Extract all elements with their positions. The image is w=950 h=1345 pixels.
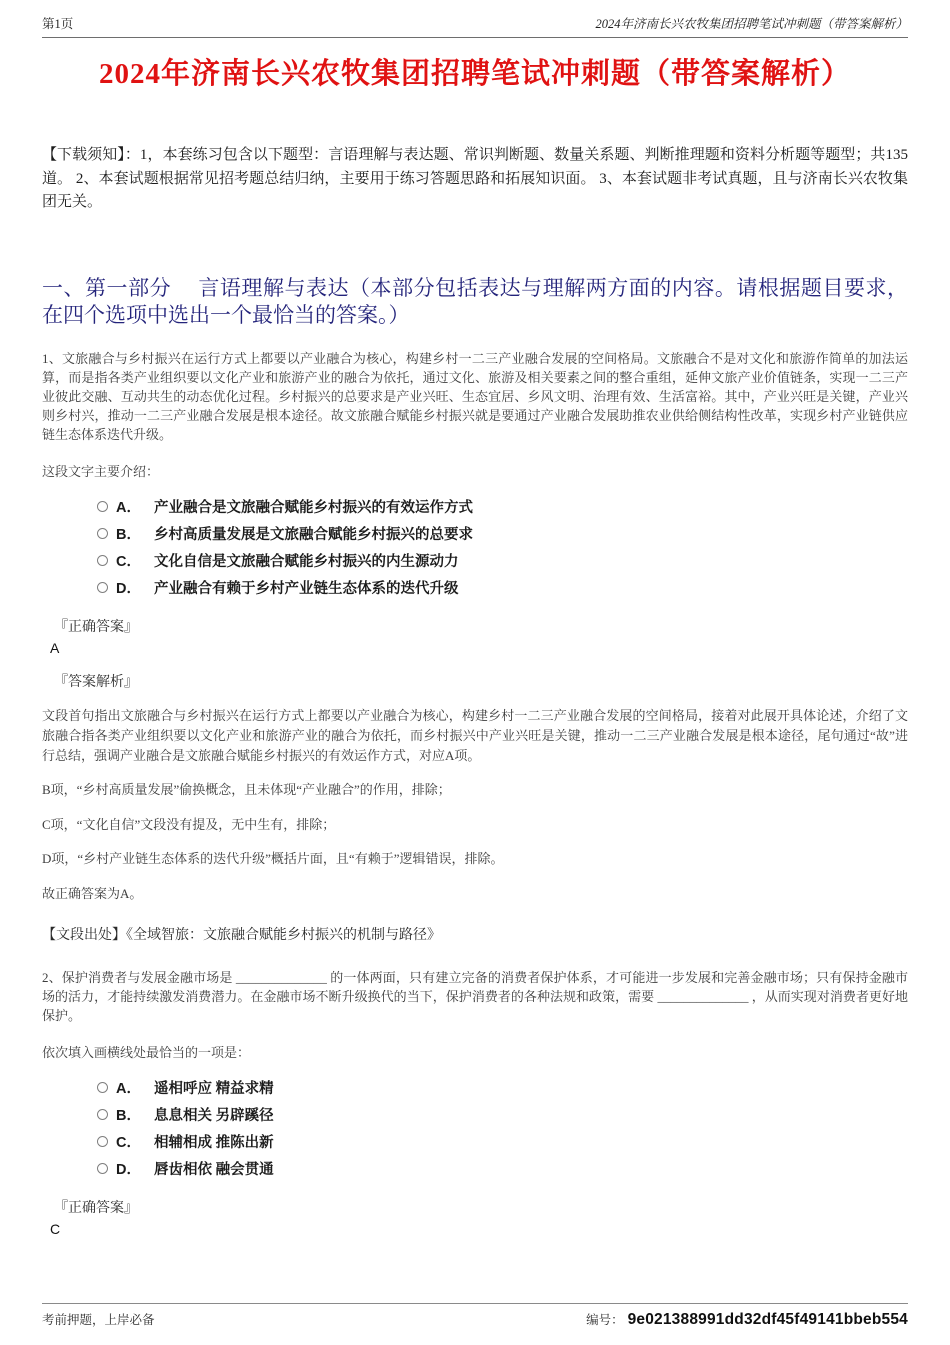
radio-button-icon[interactable] (97, 1109, 108, 1120)
section-heading: 一、第一部分 言语理解与表达（本部分包括表达与理解两方面的内容。请根据题目要求，在四个选项中选出一个最恰当的答案。） (42, 275, 908, 327)
analysis-paragraph: D项，“乡村产业链生态体系的迭代升级”概括片面，且“有赖于”逻辑错误，排除。 (42, 851, 504, 866)
analysis-paragraph: 文段首句指出文旅融合与乡村振兴在运行方式上都要以产业融合为核心，构建乡村一二三产业融合发展的空间格局，接着对此展开具体论述，介绍了文旅融合指各类产业组织要以文化产业和旅游产业的融合为依托，而乡村振兴中产业兴旺是关键，推动一二三产业融合发展是根本途径，尾句通过“故”进行总结，强调产业融合是文旅融合赋能乡村振兴的有效运作方式，对应A项。 (42, 707, 908, 763)
option-letter: B． (116, 526, 141, 543)
option-row-d[interactable] (97, 574, 908, 601)
code-label: 编号： (586, 1313, 624, 1327)
analysis-paragraph: B项，“乡村高质量发展”偷换概念，且未体现“产业融合”的作用，排除； (42, 782, 451, 797)
option-row-c[interactable] (97, 547, 908, 574)
analysis-label: 『答案解析』 (54, 674, 138, 690)
option-text: 相辅相成 推陈出新 (154, 1134, 274, 1151)
option-text: 遥相呼应 精益求精 (154, 1080, 274, 1097)
option-letter: B． (116, 1107, 141, 1124)
option-row-b[interactable] (97, 520, 908, 547)
radio-button-icon[interactable] (97, 582, 108, 593)
option-letter: D． (116, 1161, 141, 1178)
footer-slogan: 考前押题，上岸必备 (42, 1313, 155, 1327)
option-row-c[interactable] (97, 1128, 908, 1155)
options-list (42, 493, 908, 601)
radio-button-icon[interactable] (97, 1136, 108, 1147)
option-letter: A． (116, 499, 141, 516)
radio-button-icon[interactable] (97, 528, 108, 539)
radio-button-icon[interactable] (97, 1163, 108, 1174)
question-prompt: 这段文字主要介绍： (42, 463, 160, 479)
correct-answer-value: C (50, 1220, 61, 1237)
option-row-d[interactable] (97, 1155, 908, 1182)
code-value: 9e021388991dd32df45f49141bbeb554 (627, 1311, 908, 1328)
header-page-number: 第1页 (42, 17, 74, 31)
radio-button-icon[interactable] (97, 1082, 108, 1093)
correct-answer-value: A (50, 639, 60, 656)
question-block-1 (42, 349, 908, 944)
page-title: 2024年济南长兴农牧集团招聘笔试冲刺题（带答案解析） (98, 58, 851, 90)
option-letter: C． (116, 1134, 141, 1151)
question-stem: 1、文旅融合与乡村振兴在运行方式上都要以产业融合为核心，构建乡村一二三产业融合发展的空间格局。文旅融合不是对文化和旅游作简单的加法运算，而是指各类产业组织要以文化产业和旅游产业的融合为依托，通过文化、旅游及相关要素之间的整合重组，延伸文旅产业价值链条，实现一二三产业彼此交融、互动共生的动态优化过程。乡村振兴的总要求是产业兴旺、生态宜居、乡风文明、治理有效、生活富裕。其中，产业兴旺是关键，产业兴则乡村兴，推动一二三产业融合发展是根本途径。故文旅融合赋能乡村振兴就是要通过产业融合发展助推农业供给侧结构性改革，实现乡村产业链供应链生态体系迭代升级。 (42, 350, 908, 442)
option-letter: C． (116, 553, 141, 570)
question-prompt: 依次填入画横线处最恰当的一项是： (42, 1044, 251, 1060)
option-letter: D． (116, 580, 141, 597)
page-header (42, 14, 908, 38)
analysis-paragraph: C项，“文化自信”文段没有提及，无中生有，排除； (42, 816, 336, 832)
option-text: 息息相关 另辟蹊径 (154, 1107, 274, 1124)
page-footer (42, 1303, 908, 1329)
option-text: 唇齿相依 融会贯通 (154, 1161, 274, 1178)
option-text: 产业融合是文旅融合赋能乡村振兴的有效运作方式 (154, 499, 473, 516)
download-notice: 【下载须知】：1，本套练习包含以下题型：言语理解与表达题、常识判断题、数量关系题、判断推理题和资料分析题等题型；共135道。 2、本套试题根据常见招考题总结归纳，主要用于练习答题思路和拓展知识面。 3、本套试题非考试真题，且与济南长兴农牧集团无关。 (42, 147, 908, 210)
question-block-2 (42, 968, 908, 1237)
option-text: 文化自信是文旅融合赋能乡村振兴的内生源动力 (154, 553, 459, 570)
passage-source: 【文段出处】《全域智旅：文旅融合赋能乡村振兴的机制与路径》 (42, 927, 441, 943)
radio-button-icon[interactable] (97, 501, 108, 512)
correct-answer-label: 『正确答案』 (54, 1200, 138, 1216)
analysis-conclusion: 故正确答案为A。 (42, 885, 143, 901)
radio-button-icon[interactable] (97, 555, 108, 566)
correct-answer-label: 『正确答案』 (54, 619, 138, 635)
options-list (42, 1074, 908, 1182)
header-doc-title: 2024年济南长兴农牧集团招聘笔试冲刺题（带答案解析） (595, 17, 908, 31)
option-letter: A． (116, 1080, 141, 1097)
option-row-a[interactable] (97, 1074, 908, 1101)
option-text: 产业融合有赖于乡村产业链生态体系的迭代升级 (154, 580, 459, 597)
option-text: 乡村高质量发展是文旅融合赋能乡村振兴的总要求 (154, 526, 473, 543)
footer-document-code (586, 1310, 908, 1329)
question-stem: 2、保护消费者与发展金融市场是 ______________ 的一体两面，只有建立完备的消费者保护体系，才可能进一步发展和完善金融市场；只有保持金融市场的活力，才能持续激发消费潜力。在金融市场不断升级换代的当下，保护消费者的各种法规和政策，需要 ______________ ，从而实现对消费者更好地保护。 (42, 969, 908, 1023)
option-row-a[interactable] (97, 493, 908, 520)
option-row-b[interactable] (97, 1101, 908, 1128)
